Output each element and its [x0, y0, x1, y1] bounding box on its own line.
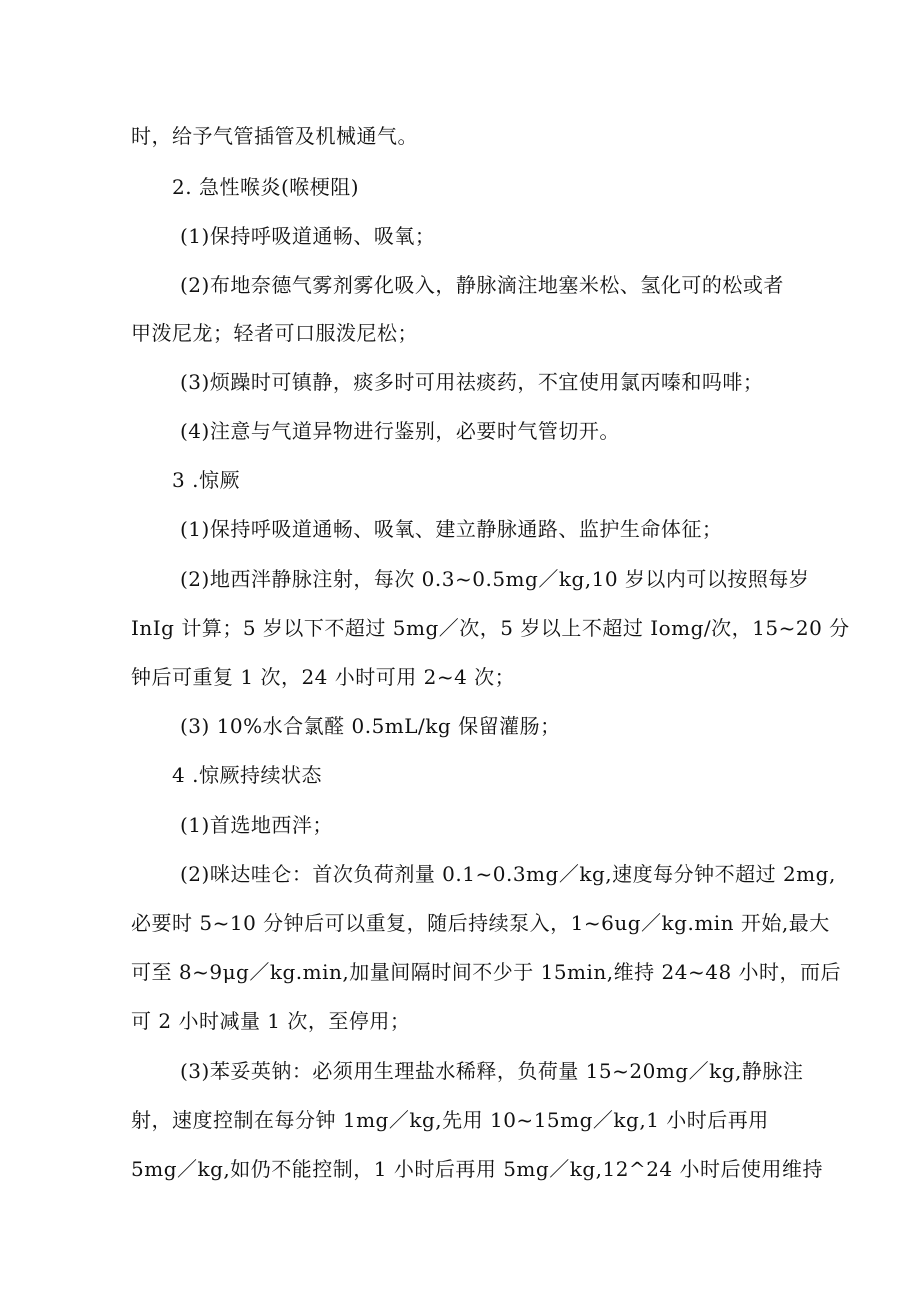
- section-heading-convulsion: 3 .惊厥: [172, 468, 240, 492]
- text-line-midazolam-max: 可至 8~9μg／kg.min,加量间隔时间不少于 15min,维持 24~48 小时，而后: [131, 960, 842, 984]
- text-line-first-choice: (1)首选地西泮；: [180, 813, 333, 837]
- text-line-budesonide: (2)布地奈德气雾剂雾化吸入，静脉滴注地塞米松、氢化可的松或者: [180, 273, 784, 297]
- text-line-foreign-body: (4)注意与气道异物进行鉴别，必要时气管切开。: [180, 419, 620, 443]
- text-line-phenytoin-rate: 射，速度控制在每分钟 1mg／kg,先用 10~15mg／kg,1 小时后再用: [131, 1108, 769, 1132]
- text-line-diazepam-dose: InIg 计算；5 岁以下不超过 5mg／次，5 岁以上不超过 Iomg/次，15~20 分: [131, 616, 850, 640]
- text-line-intubation: 时，给予气管插管及机械通气。: [131, 124, 418, 148]
- section-heading-acute-laryngitis: 2. 急性喉炎(喉梗阻): [172, 175, 360, 199]
- text-line-sedation: (3)烦躁时可镇静，痰多时可用祛痰药，不宜使用氯丙嗪和吗啡；: [180, 370, 764, 394]
- text-line-phenytoin-maintenance: 5mg／kg,如仍不能控制，1 小时后再用 5mg／kg,12^24 小时后使用维持: [131, 1157, 823, 1181]
- text-line-prednisone: 甲泼尼龙；轻者可口服泼尼松；: [131, 321, 418, 345]
- text-line-midazolam-infusion: 必要时 5~10 分钟后可以重复，随后持续泵入，1~6ug／kg.min 开始,最大: [131, 911, 830, 935]
- text-line-vital-signs: (1)保持呼吸道通畅、吸氧、建立静脉通路、监护生命体征；: [180, 517, 723, 541]
- text-line-diazepam-repeat: 钟后可重复 1 次，24 小时可用 2~4 次；: [131, 665, 516, 689]
- text-line-phenytoin: (3)苯妥英钠：必须用生理盐水稀释，负荷量 15~20mg／kg,静脉注: [180, 1059, 804, 1083]
- text-line-midazolam-taper: 可 2 小时减量 1 次，至停用；: [131, 1009, 411, 1033]
- section-heading-status-epilepticus: 4 .惊厥持续状态: [172, 763, 322, 787]
- text-line-midazolam: (2)咪达哇仑：首次负荷剂量 0.1~0.3mg／kg,速度每分钟不超过 2mg,: [180, 862, 836, 886]
- text-line-airway: (1)保持呼吸道通畅、吸氧；: [180, 224, 436, 248]
- text-line-chloral-hydrate: (3) 10%水合氯醛 0.5mL/kg 保留灌肠；: [180, 714, 561, 738]
- text-line-diazepam: (2)地西泮静脉注射，每次 0.3~0.5mg／kg,10 岁以内可以按照每岁: [180, 567, 810, 591]
